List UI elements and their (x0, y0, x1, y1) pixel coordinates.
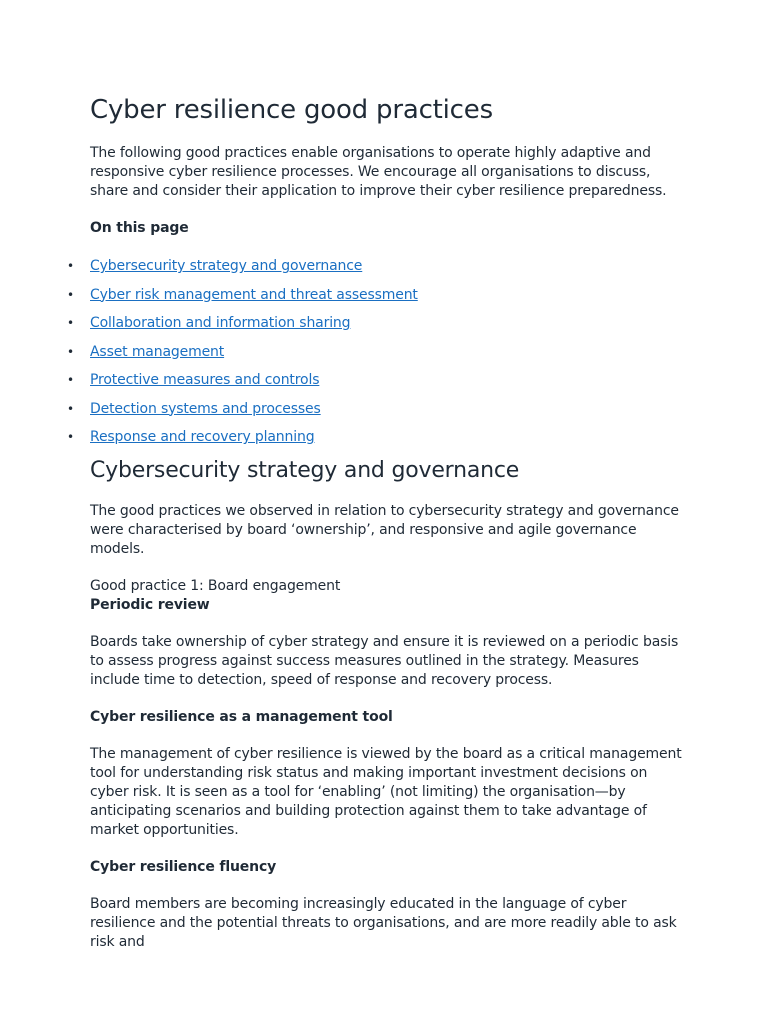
bullet-icon: • (67, 316, 74, 330)
toc-link-detection-systems[interactable]: Detection systems and processes (90, 400, 321, 417)
good-practice-label: Good practice 1: Board engagement (90, 578, 341, 594)
bullet-icon: • (67, 259, 74, 273)
bullet-icon: • (67, 373, 74, 387)
toc-link-response-recovery[interactable]: Response and recovery planning (90, 429, 315, 445)
section-intro: The good practices we observed in relation to cybersecurity strategy and governance were characterised by board ‘ownership’, and responsive and agile governance models. (90, 503, 679, 557)
toc-item (67, 257, 686, 276)
intro-paragraph: The following good practices enable organisations to operate highly adaptive and responsive cyber resilience processes. We encourage all organisations to discuss, share and consider their application to improve their cyber resilience preparedness. (90, 145, 667, 199)
toc-link-protective-measures[interactable]: Protective measures and controls (90, 372, 320, 388)
toc-link-cyber-risk-management[interactable]: Cyber risk management and threat assessment (90, 286, 418, 303)
subheading-management-tool: Cyber resilience as a management tool (90, 709, 393, 725)
bullet-icon: • (67, 344, 74, 359)
toc-item (67, 428, 686, 447)
toc-item (67, 314, 686, 333)
page-title: Cyber resilience good practices (90, 95, 493, 125)
section-heading: Cybersecurity strategy and governance (90, 458, 520, 483)
bullet-icon: • (67, 401, 74, 416)
toc-item (67, 400, 686, 419)
toc-item (67, 371, 686, 390)
fluency-text: Board members are becoming increasingly educated in the language of cyber resilience and the potential threats to organisations, and are more readily able to ask risk and (90, 896, 677, 950)
subheading-fluency: Cyber resilience fluency (90, 859, 277, 875)
toc-link-cybersecurity-strategy[interactable]: Cybersecurity strategy and governance (90, 258, 363, 274)
management-tool-text: The management of cyber resilience is viewed by the board as a critical management tool for understanding risk status and making important investment decisions on cyber risk. It is seen as a tool for ‘enabling’ (not limiting) the organisation—by anticipating scenarios and building protection against them to take advantage of market opportunities. (90, 746, 682, 838)
toc-title: On this page (90, 220, 189, 236)
periodic-review-text: Boards take ownership of cyber strategy and ensure it is reviewed on a periodic basis to assess progress against success measures outlined in the strategy. Measures include time to detection, speed of response and recovery process. (90, 634, 679, 688)
toc-link-collaboration[interactable]: Collaboration and information sharing (90, 315, 351, 331)
toc-link-asset-management[interactable]: Asset management (90, 343, 225, 360)
bullet-icon: • (67, 430, 74, 444)
toc-list (67, 257, 686, 447)
toc-item (67, 286, 686, 305)
subheading-periodic-review: Periodic review (90, 597, 210, 613)
toc-item (67, 343, 686, 362)
bullet-icon: • (67, 287, 74, 302)
